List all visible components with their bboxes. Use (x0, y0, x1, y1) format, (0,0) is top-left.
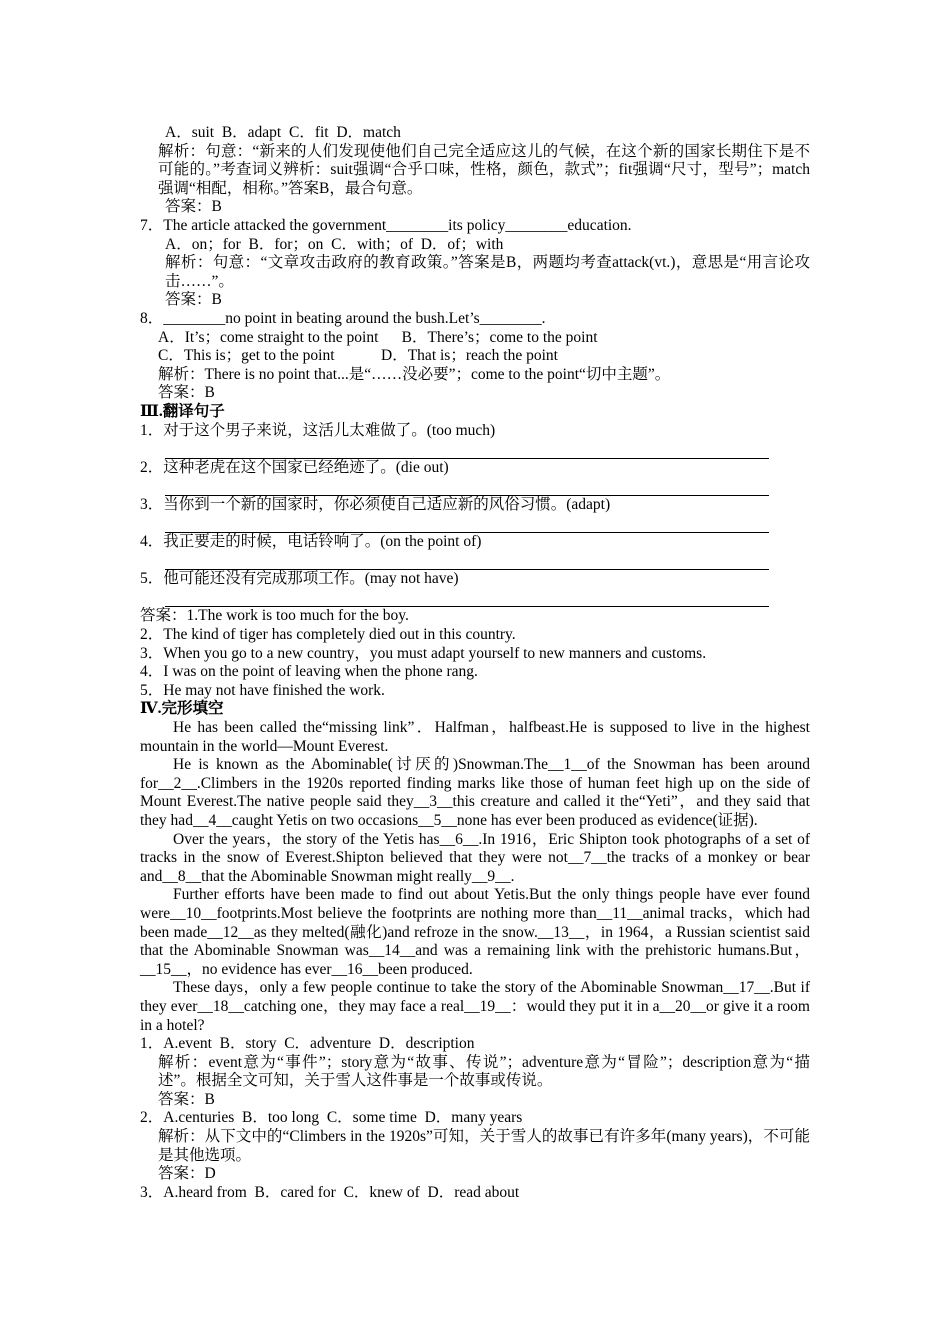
cloze-q1-stem: 1．A.event B．story C．adventure D．description (140, 1035, 475, 1053)
answer-blank-2 (165, 477, 769, 496)
translate-item-4: 4．我正要走的时候，电话铃响了。(on the point of) (140, 533, 482, 551)
document-page (140, 124, 810, 1202)
cloze-q1-answer: 答案：B (158, 1090, 215, 1108)
translation-answer-3: 3．When you go to a new country，you must adapt yourself to new manners and customs. (140, 644, 707, 662)
translation-answer-1: 答案：1.The work is too much for the boy. (140, 607, 409, 625)
q8-options-cd: C．This is；get to the point D．That is；reach the point (158, 347, 558, 365)
q7-stem: 7．The article attacked the government________its policy________education. (140, 216, 632, 234)
translate-item-2: 2．这种老虎在这个国家已经绝迹了。(die out) (140, 458, 449, 476)
cloze-q2-answer: 答案：D (158, 1165, 216, 1183)
answer-blank-4 (165, 552, 769, 571)
section-4-heading: Ⅳ.完形填空 (140, 700, 224, 718)
translate-item-5: 5．他可能还没有完成那项工作。(may not have) (140, 570, 459, 588)
q8-options-ab: A．It’s；come straight to the point B．There’s；come to the point (158, 328, 598, 346)
q7-answer: 答案：B (165, 291, 222, 309)
cloze-q3-stem: 3．A.heard from B．cared for C．knew of D．read about (140, 1183, 520, 1201)
q6-options: A．suit B．adapt C．fit D．match (165, 124, 401, 141)
cloze-q2-stem: 2．A.centuries B．too long C．some time D．many years (140, 1109, 523, 1127)
q6-analysis: 解析：句意：“新来的人们发现使他们自己完全适应这儿的气候，在这个新的国家长期住下是不可能的。”考查词义辨析：suit强调“合乎口味，性格，颜色，款式”；fit强调“尺寸，型号”；match强调“相配，相称。”答案B，最合句意。 (158, 142, 810, 197)
translate-item-3: 3．当你到一个新的国家时，你必须使自己适应新的风俗习惯。(adapt) (140, 495, 611, 513)
cloze-paragraph-1: He has been called the“missing link”．Halfman，halfbeast.He is supposed to live in the highest mountain in the world—Mount Everest. (140, 719, 810, 755)
translation-answer-2: 2．The kind of tiger has completely died out in this country. (140, 626, 516, 644)
cloze-paragraph-2: He is known as the Abominable(讨厌的)Snowman.The__1__of the Snowman has been around for__2__.Climbers in the 1920s reported finding marks like those of human feet high up on the side of Mount Everest.The native people said they__3__this creature and called it the“Yeti”，and they said that they had__4__caught Yetis on two occasions__5__none has ever been produced as evidence(证据). (140, 756, 810, 829)
q8-stem: 8．________no point in beating around the bush.Let’s________. (140, 309, 546, 327)
q8-analysis: 解析：There is no point that...是“……没必要”；come to the point“切中主题”。 (158, 365, 671, 383)
cloze-q1-analysis: 解析：event意为“事件”；story意为“故事、传说”；adventure意为“冒险”；description意为“描述”。根据全文可知，关于雪人这件事是一个故事或传说。 (158, 1053, 810, 1090)
translation-answer-5: 5．He may not have finished the work. (140, 681, 385, 699)
cloze-paragraph-4: Further efforts have been made to find out about Yetis.But the only things people have ever found were__10__footprints.Most believe the footprints are nothing more than__11__animal tracks，which had been made__12__as they melted(融化)and refroze in the snow.__13__，in 1964，a Russian scientist said that the Abominable Snowman was__14__and was a remaining link with the prehistoric humans.But，__15__，no evidence has ever__16__been produced. (140, 886, 810, 978)
cloze-paragraph-3: Over the years，the story of the Yetis has__6__.In 1916，Eric Shipton took photographs of a set of tracks in the snow of Everest.Shipton believed that they were not__7__the tracks of a monkey or bear and__8__that the Abominable Snowman might really__9__. (140, 830, 810, 885)
q7-analysis: 解析：句意：“文章攻击政府的教育政策。”答案是B，两题均考查attack(vt.)，意思是“用言论攻击……”。 (165, 254, 810, 290)
translate-item-1: 1．对于这个男子来说，这活儿太难做了。(too much) (140, 421, 496, 439)
cloze-paragraph-5: These days，only a few people continue to take the story of the Abominable Snowman__17__.But if they ever__18__catching one，they may face a real__19__：would they put it in a__20__or give it a room in a hotel? (140, 979, 810, 1034)
answer-blank-1 (165, 440, 769, 459)
q8-answer: 答案：B (158, 384, 215, 402)
q6-answer: 答案：B (165, 198, 222, 216)
q7-options: A．on；for B．for；on C．with；of D．of；with (165, 235, 504, 253)
section-3-heading: Ⅲ.翻译句子 (140, 402, 225, 420)
answer-blank-3 (165, 514, 769, 533)
cloze-q2-analysis: 解析：从下文中的“Climbers in the 1920s”可知，关于雪人的故事已有许多年(many years)，不可能是其他选项。 (158, 1128, 810, 1164)
answer-blank-5 (165, 589, 769, 608)
translation-answer-4: 4．I was on the point of leaving when the phone rang. (140, 663, 478, 681)
